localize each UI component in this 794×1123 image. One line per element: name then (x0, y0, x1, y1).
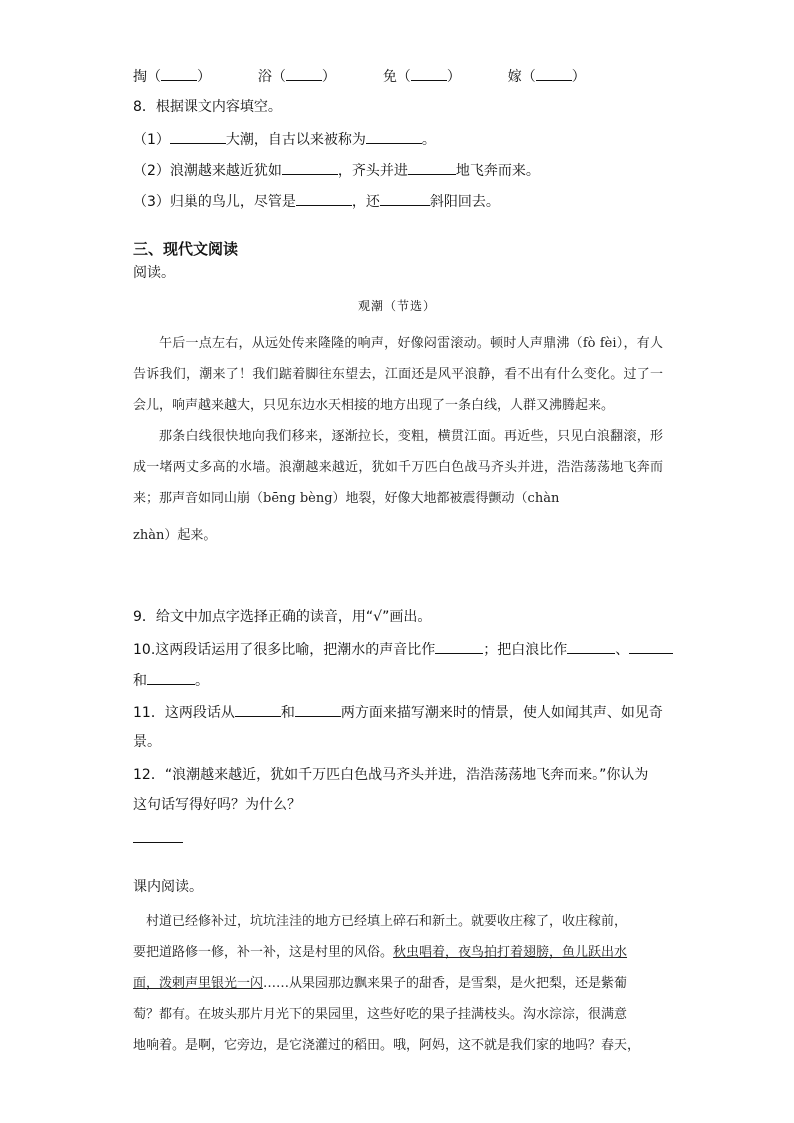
answer-blank[interactable] (235, 702, 281, 717)
answer-blank[interactable] (282, 160, 338, 175)
answer-blank[interactable] (435, 639, 483, 654)
question-12-cont: 这句话写得好吗？为什么？ (133, 797, 301, 813)
question-8-title: 8．根据课文内容填空。 (133, 99, 282, 115)
underlined-sentence: 秋虫唱着，夜鸟拍打着翅膀，鱼儿跃出水 (393, 945, 628, 960)
question-8-1: （1） 大潮，自古以来被称为 。 (133, 129, 436, 150)
passage-observe-tide (133, 328, 663, 551)
passage-paragraph: 午后一点左右，从远处传来隆隆的响声，好像闷雷滚动。顿时人声鼎沸（fò fèi），有人告诉我们，潮来了！我们踮着脚往东望去，江面还是风平浪静，看不出有什么变化。过了一会儿，响声越来越大，只见东边水天相接的地方出现了一条白线，人群又沸腾起来。 (133, 336, 663, 413)
answer-blank[interactable] (408, 160, 456, 175)
question-9: 9．给文中加点字选择正确的读音，用“√”画出。 (133, 609, 432, 625)
answer-blank[interactable] (170, 129, 226, 144)
passage-line: 萄？都有。在坡头那片月光下的果园里，这些好吃的果子挂满枝头。沟水淙淙，很满意 (133, 1007, 628, 1022)
passage-line: 村道已经修补过，坑坑洼洼的地方已经填上碎石和新土。就要收庄稼了，收庄稼前， (146, 914, 628, 929)
answer-blank[interactable] (411, 66, 447, 81)
answer-blank[interactable] (296, 191, 352, 206)
answer-line[interactable] (133, 842, 183, 843)
reading-2-label: 课内阅读。 (133, 879, 203, 895)
passage-line: 地响着。是啊，它旁边，是它浇灌过的稻田。哦，阿妈，这不就是我们家的地吗？春天， (133, 1038, 641, 1053)
passage-paragraph-end: zhàn）起来。 (133, 528, 217, 543)
read-instruction: 阅读。 (133, 265, 175, 281)
char-item: 免（ ） (383, 66, 461, 87)
question-8-3: （3）归巢的鸟儿，尽管是 ，还 斜阳回去。 (133, 191, 500, 212)
passage-village-road (133, 906, 663, 1061)
question-12: 12．“浪潮越来越近，犹如千万匹白色战马齐头并进，浩浩荡荡地飞奔而来。”你认为 (133, 767, 649, 783)
answer-blank[interactable] (147, 670, 195, 685)
question-10-cont: 和 。 (133, 670, 209, 691)
answer-blank[interactable] (161, 66, 197, 81)
char-fill-row (133, 66, 586, 87)
question-11: 11．这两段话从 和 两方面来描写潮来时的情景，使人如闻其声、如见奇 (133, 702, 663, 723)
passage-title: 观潮（节选） (357, 299, 436, 313)
answer-blank[interactable] (286, 66, 322, 81)
answer-blank[interactable] (536, 66, 572, 81)
question-11-cont: 景。 (133, 734, 161, 750)
answer-blank[interactable] (380, 191, 430, 206)
answer-blank[interactable] (629, 639, 673, 654)
passage-text: 要把道路修一修，补一补，这是村里的风俗。 (133, 945, 394, 960)
question-8-2: （2）浪潮越来越近犹如 ，齐头并进 地飞奔而来。 (133, 160, 540, 181)
char-item: 嫁（ ） (508, 66, 586, 87)
char-item: 浴（ ） (258, 66, 336, 87)
passage-text: ……从果园那边飘来果子的甜香，是雪梨，是火把梨，还是紫葡 (263, 976, 628, 991)
underlined-sentence: 面，泼剌声里银光一闪 (133, 976, 264, 991)
question-10: 10.这两段话运用了很多比喻，把潮水的声音比作 ；把白浪比作 、 (133, 639, 673, 660)
answer-blank[interactable] (567, 639, 615, 654)
answer-blank[interactable] (366, 129, 422, 144)
answer-blank[interactable] (295, 702, 341, 717)
char-item: 掏（ ） (133, 66, 211, 87)
passage-paragraph: 那条白线很快地向我们移来，逐渐拉长，变粗，横贯江面。再近些，只见白浪翻滚，形成一堵两丈多高的水墙。浪潮越来越近，犹如千万匹白色战马齐头并进，浩浩荡荡地飞奔而来；那声音如同山崩（bēng bèng）地裂，好像大地都被震得颤动（chàn (133, 429, 663, 506)
section-heading: 三、现代文阅读 (133, 240, 239, 258)
